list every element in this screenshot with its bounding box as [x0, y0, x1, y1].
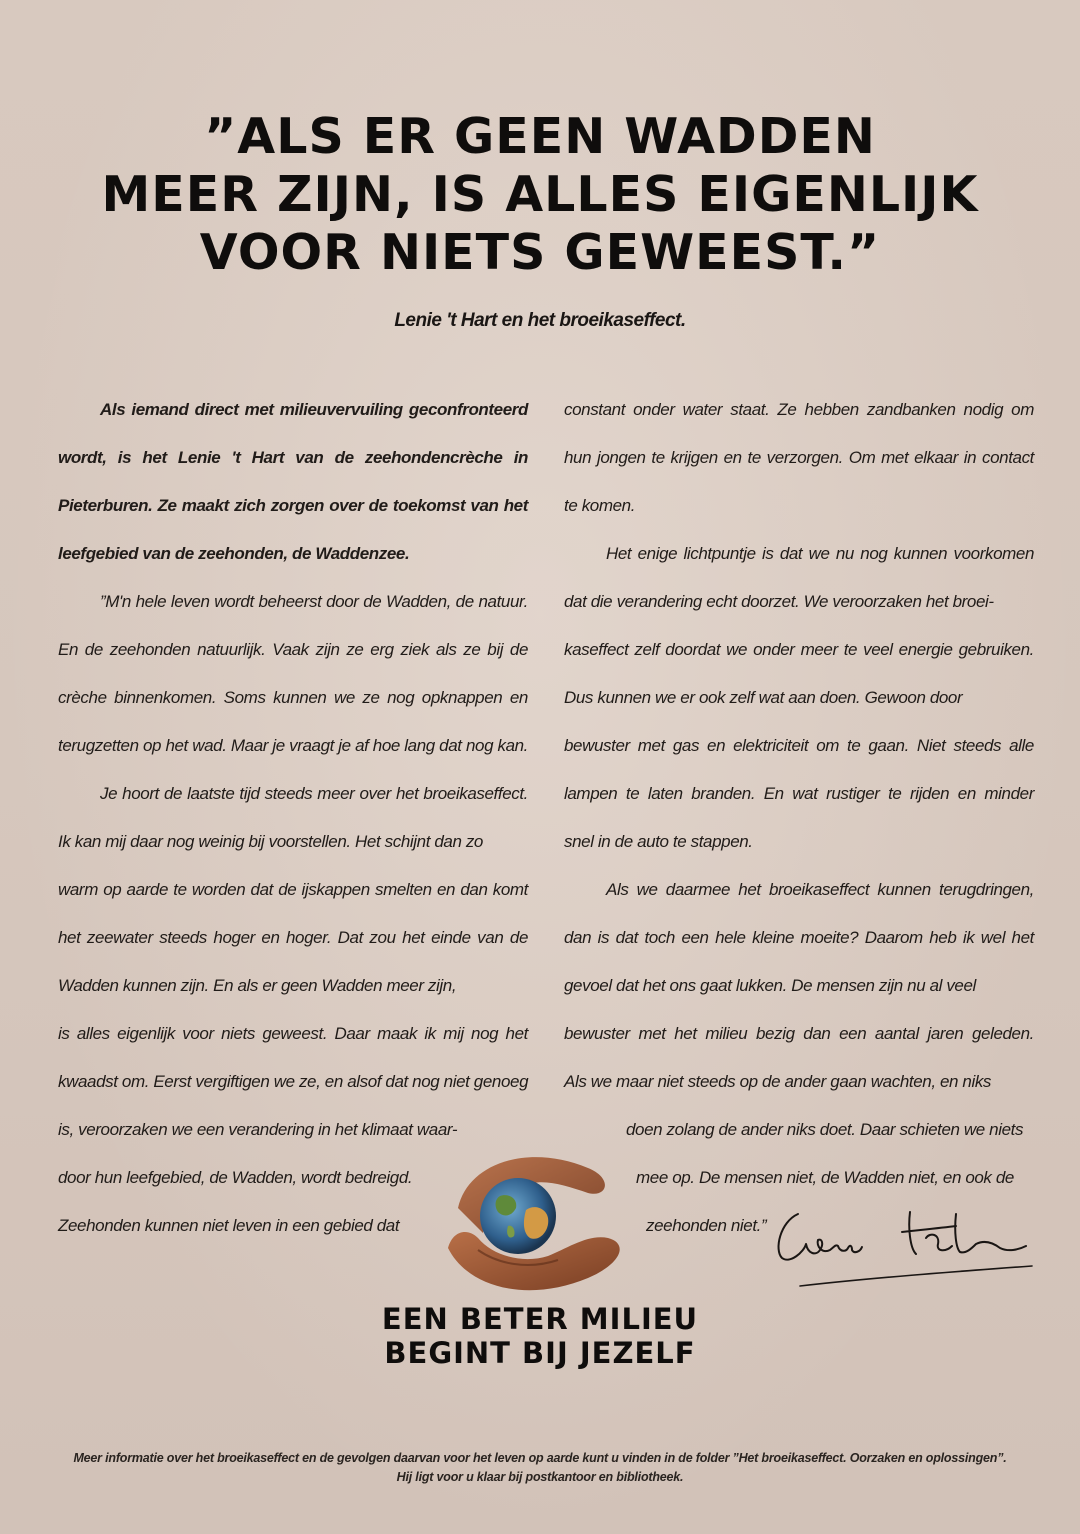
tagline	[0, 1302, 1080, 1370]
text-line: Pieterburen. Ze maakt zich zorgen over de toekomst van het	[58, 496, 528, 515]
text-line: dan is dat toch een hele kleine moeite? Daarom heb ik wel het	[564, 928, 1034, 947]
text-line: dat die verandering echt doorzet. We veroorzaken het broei-	[564, 592, 994, 611]
text-line: Zeehonden kunnen niet leven in een gebied dat	[58, 1216, 400, 1235]
text-line: warm op aarde te worden dat de ijskappen smelten en dan komt	[58, 880, 528, 899]
text-line: snel in de auto te stappen.	[564, 832, 753, 851]
text-line: terugzetten op het wad. Maar je vraagt je af hoe lang dat nog kan.	[58, 736, 528, 755]
text-line: Het enige lichtpuntje is dat we nu nog kunnen voorkomen	[606, 544, 1034, 563]
left-column	[58, 386, 528, 1250]
text-line: wordt, is het Lenie 't Hart van de zeehondencrèche in	[58, 448, 528, 467]
text-line: hun jongen te krijgen en te verzorgen. Om met elkaar in contact	[564, 448, 1034, 467]
text-line: Als we daarmee het broeikaseffect kunnen terugdringen,	[606, 880, 1034, 899]
text-line: te komen.	[564, 496, 636, 515]
text-line: kwaadst om. Eerst vergiftigen we ze, en alsof dat nog niet genoeg	[58, 1072, 529, 1091]
headline-line-1: ”ALS ER GEEN WADDEN	[204, 108, 876, 165]
tagline-line-1: EEN BETER MILIEU	[381, 1302, 699, 1336]
text-line: crèche binnenkomen. Soms kunnen we ze nog opknappen en	[58, 688, 528, 707]
text-line: Wadden kunnen zijn. En als er geen Wadden meer zijn,	[58, 976, 457, 995]
hands-holding-globe-icon	[438, 1138, 636, 1298]
text-line: Ik kan mij daar nog weinig bij voorstellen. Het schijnt dan zo	[58, 832, 483, 851]
text-line: het zeewater steeds hoger en hoger. Dat zou het einde van de	[58, 928, 528, 947]
right-column	[564, 386, 1034, 1250]
text-line: Je hoort de laatste tijd steeds meer over het broeikaseffect.	[100, 784, 528, 803]
text-line: bewuster met gas en elektriciteit om te gaan. Niet steeds alle	[564, 736, 1034, 755]
text-line: kaseffect zelf doordat we onder meer te veel energie gebruiken.	[564, 640, 1034, 659]
tagline-line-2: BEGINT BIJ JEZELF	[384, 1336, 696, 1370]
text-line: En de zeehonden natuurlijk. Vaak zijn ze erg ziek als ze bij de	[58, 640, 528, 659]
footer-note	[0, 1449, 1080, 1487]
text-line: doen zolang de ander niks doet. Daar schieten we niets	[626, 1120, 1024, 1139]
text-line: lampen te laten branden. En wat rustiger te rijden en minder	[564, 784, 1034, 803]
text-line: door hun leefgebied, de Wadden, wordt bedreigd.	[58, 1168, 413, 1187]
text-line: gevoel dat het ons gaat lukken. De mensen zijn nu al veel	[564, 976, 976, 995]
headline	[0, 108, 1080, 282]
headline-line-3: VOOR NIETS GEWEEST.”	[199, 224, 881, 281]
text-line: constant onder water staat. Ze hebben zandbanken nodig om	[564, 400, 1034, 419]
text-line: Als we maar niet steeds op de ander gaan wachten, en niks	[564, 1072, 992, 1091]
text-line: is, veroorzaken we een verandering in het klimaat waar-	[58, 1120, 458, 1139]
text-line: bewuster met het milieu bezig dan een aantal jaren geleden.	[564, 1024, 1034, 1043]
text-line: Dus kunnen we er ook zelf wat aan doen. Gewoon door	[564, 688, 963, 707]
text-line: is alles eigenlijk voor niets geweest. Daar maak ik mij nog het	[58, 1024, 528, 1043]
subtitle: Lenie 't Hart en het broeikaseffect.	[394, 310, 686, 331]
signature	[770, 1192, 1040, 1296]
footer-line-2: Hij ligt voor u klaar bij postkantoor en bibliotheek.	[396, 1470, 684, 1484]
text-line: Als iemand direct met milieuvervuiling geconfronteerd	[100, 400, 528, 419]
text-line: zeehonden niet.”	[646, 1216, 767, 1235]
footer-line-1: Meer informatie over het broeikaseffect en de gevolgen daarvan voor het leven op aarde kunt u vinden in de folder ”Het broeikaseffect. Oorzaken en oplossingen”.	[73, 1451, 1007, 1465]
text-line: ”M'n hele leven wordt beheerst door de Wadden, de natuur.	[100, 592, 528, 611]
text-line: leefgebied van de zeehonden, de Waddenzee.	[58, 544, 410, 563]
text-line: mee op. De mensen niet, de Wadden niet, en ook de	[636, 1168, 1014, 1187]
headline-line-2: MEER ZIJN, IS ALLES EIGENLIJK	[101, 166, 979, 223]
